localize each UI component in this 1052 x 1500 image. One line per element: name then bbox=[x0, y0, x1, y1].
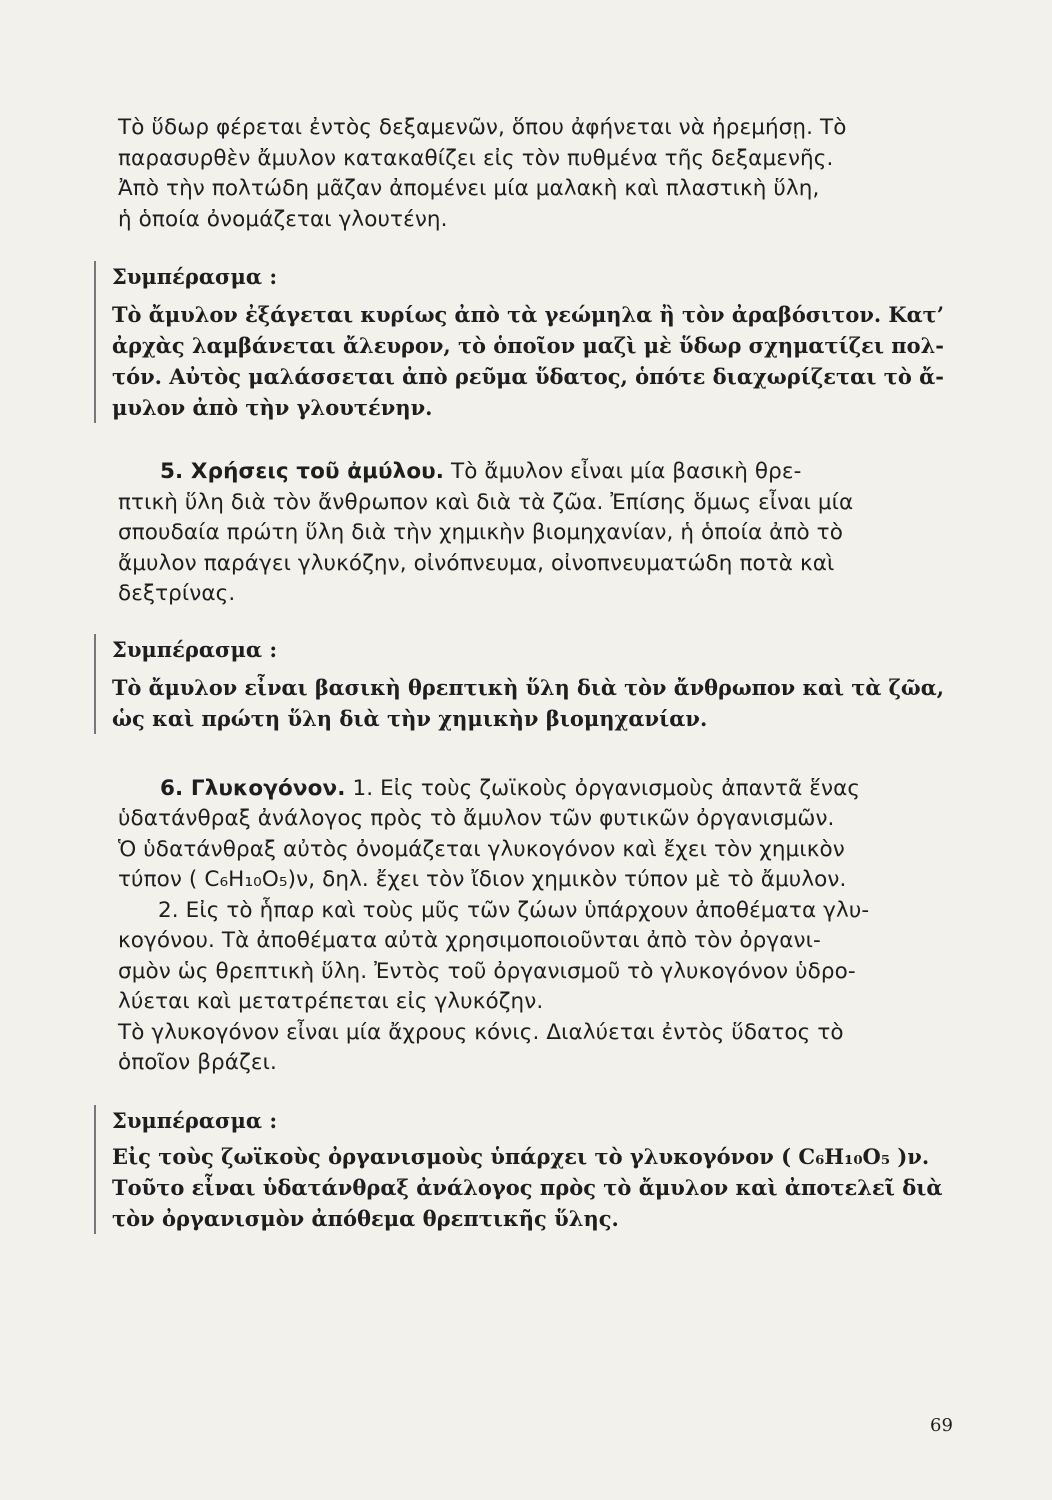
conclusion-line: Τὸ ἄμυλον ἐξάγεται κυρίως ἀπὸ τὰ γεώμηλα ἢ τὸν ἀραβόσιτον. Κατ’ bbox=[112, 302, 945, 327]
conclusion-heading: Συμπέρασμα : bbox=[112, 1107, 278, 1133]
section-glycogen bbox=[118, 774, 950, 1079]
text-line: ὁποῖον βράζει. bbox=[118, 1050, 277, 1075]
text-line: ἡ ὁποία ὀνομάζεται γλουτένη. bbox=[118, 206, 448, 232]
section-uses-of-starch bbox=[118, 457, 950, 610]
text-line: Ἀπὸ τὴν πολτώδη μᾶζαν ἀπομένει μία μαλακὴ καὶ πλαστικὴ ὕλη, bbox=[118, 176, 820, 201]
conclusion-line: Εἰς τοὺς ζωϊκοὺς ὀργανισμοὺς ὑπάρχει τὸ γλυκογόνον ( C₆H₁₀O₅ )ν. bbox=[112, 1143, 930, 1169]
text-line: τύπον ( C₆H₁₀O₅)ν, δηλ. ἔχει τὸν ἴδιον χημικὸν τύπον μὲ τὸ ἄμυλον. bbox=[118, 867, 847, 892]
conclusion-box-starch-uses bbox=[94, 634, 950, 734]
section-heading: 5. Χρήσεις τοῦ ἀμύλου. bbox=[160, 459, 445, 484]
conclusion-line: μυλον ἀπὸ τὴν γλουτένην. bbox=[112, 395, 433, 420]
text-line: ὑδατάνθραξ ἀνάλογος πρὸς τὸ ἄμυλον τῶν φυτικῶν ὀργανισμῶν. bbox=[118, 806, 835, 831]
section-text: 1. Εἰς τοὺς ζωϊκοὺς ὀργανισμοὺς ἀπαντᾶ ἕνας bbox=[345, 775, 861, 801]
conclusion-box-glycogen bbox=[94, 1105, 950, 1234]
section-text: Τὸ ἄμυλον εἶναι μία βασικὴ θρε- bbox=[444, 459, 802, 484]
text-line: σμὸν ὡς θρεπτικὴ ὕλη. Ἐντὸς τοῦ ὀργανισμοῦ τὸ γλυκογόνον ὑδρο- bbox=[118, 958, 856, 984]
conclusion-line: τόν. Αὐτὸς μαλάσσεται ἀπὸ ρεῦμα ὕδατος, ὁπότε διαχωρίζεται τὸ ἄ- bbox=[112, 364, 945, 389]
section-first-line bbox=[118, 457, 950, 488]
page-body bbox=[112, 113, 950, 1234]
conclusion-heading: Συμπέρασμα : bbox=[112, 636, 278, 662]
text-line: Ὁ ὑδατάνθραξ αὐτὸς ὀνομάζεται γλυκογόνον καὶ ἔχει τὸν χημικὸν bbox=[118, 836, 845, 862]
conclusion-box-starch-extraction bbox=[94, 261, 950, 423]
conclusion-line: ὡς καὶ πρώτη ὕλη διὰ τὴν χημικὴν βιομηχανίαν. bbox=[112, 705, 708, 731]
conclusion-line: τὸν ὀργανισμὸν ἀπόθεμα θρεπτικῆς ὕλης. bbox=[112, 1205, 619, 1231]
conclusion-line: Τοῦτο εἶναι ὑδατάνθραξ ἀνάλογος πρὸς τὸ ἄμυλον καὶ ἀποτελεῖ διὰ bbox=[112, 1174, 943, 1200]
text-line: δεξτρίνας. bbox=[118, 581, 236, 606]
section-first-line bbox=[118, 774, 950, 805]
paragraph-water-settling bbox=[118, 113, 950, 235]
text-line: σπουδαία πρώτη ὕλη διὰ τὴν χημικὴν βιομηχανίαν, ἡ ὁποία ἀπὸ τὸ bbox=[118, 520, 843, 545]
conclusion-heading: Συμπέρασμα : bbox=[112, 264, 278, 289]
text-line: πτικὴ ὕλη διὰ τὸν ἄνθρωπον καὶ διὰ τὰ ζῶα. Ἐπίσης ὅμως εἶναι μία bbox=[118, 489, 854, 515]
text-line: Τὸ γλυκογόνον εἶναι μία ἄχρους κόνις. Διαλύεται ἐντὸς ὕδατος τὸ bbox=[118, 1019, 844, 1045]
page-number: 69 bbox=[930, 1415, 953, 1436]
text-line: παρασυρθὲν ἄμυλον κατακαθίζει εἰς τὸν πυθμένα τῆς δεξαμενῆς. bbox=[118, 145, 834, 171]
text-line: κογόνου. Τὰ ἀποθέματα αὐτὰ χρησιμοποιοῦνται ἀπὸ τὸν ὀργανι- bbox=[118, 928, 821, 953]
conclusion-line: Τὸ ἄμυλον εἶναι βασικὴ θρεπτικὴ ὕλη διὰ τὸν ἄνθρωπον καὶ τὰ ζῶα, bbox=[112, 674, 944, 700]
text-line: Τὸ ὕδωρ φέρεται ἐντὸς δεξαμενῶν, ὅπου ἀφήνεται νὰ ἠρεμήσῃ. Τὸ bbox=[118, 115, 847, 140]
text-line: λύεται καὶ μετατρέπεται εἰς γλυκόζην. bbox=[118, 989, 544, 1014]
text-line: 2. Εἰς τὸ ἧπαρ καὶ τοὺς μῦς τῶν ζώων ὑπάρχουν ἀποθέματα γλυ- bbox=[158, 897, 870, 923]
text-line: ἄμυλον παράγει γλυκόζην, οἰνόπνευμα, οἰνοπνευματώδη ποτὰ καὶ bbox=[118, 550, 835, 576]
conclusion-line: ἀρχὰς λαμβάνεται ἄλευρον, τὸ ὁποῖον μαζὶ μὲ ὕδωρ σχηματίζει πολ- bbox=[112, 333, 944, 358]
section-heading: 6. Γλυκογόνον. bbox=[160, 775, 346, 801]
